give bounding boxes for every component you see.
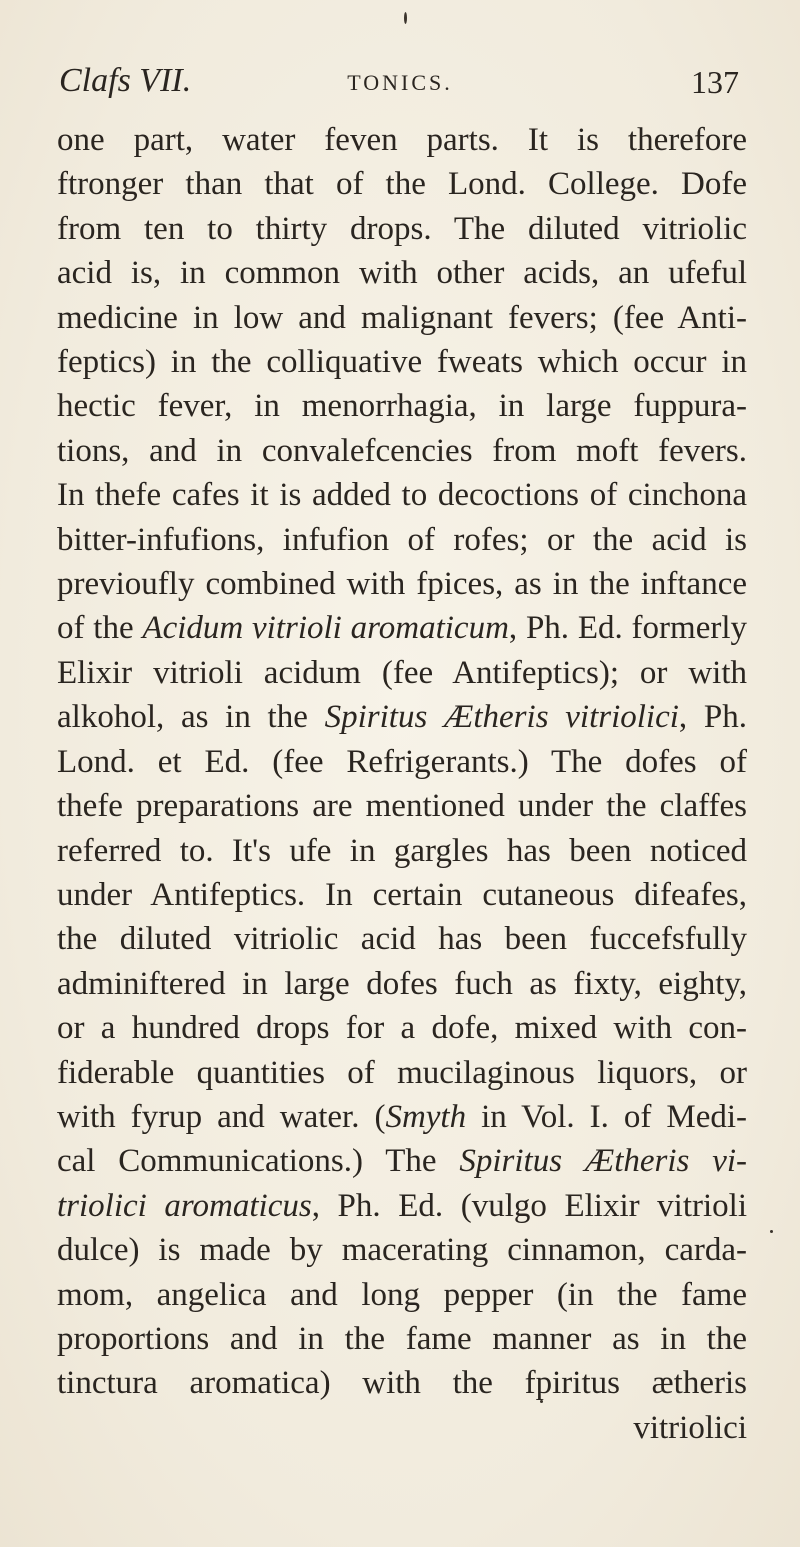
text-run: one part, water feven parts. It is therefore: [57, 122, 747, 158]
text-line: [57, 162, 747, 206]
text-run: thefe preparations are mentioned under the claffes: [57, 788, 747, 825]
text-line: [57, 1228, 747, 1272]
class-heading: Clafs VII.: [59, 62, 192, 99]
text-run: dulce) is made by macerating cinnamon, carda-: [57, 1232, 747, 1269]
ink-speck: [404, 12, 407, 24]
text-line: [57, 1184, 747, 1228]
text-run: , Ph. Ed. (vulgo Elixir vitrioli: [311, 1187, 748, 1224]
text-run: alkohol, as in the: [57, 699, 325, 736]
text-run: from ten to thirty drops. The diluted vitriolic: [57, 210, 747, 247]
text-line: [57, 384, 747, 428]
italic-text: Smyth: [385, 1098, 467, 1135]
text-line: [57, 562, 747, 606]
text-line: [57, 251, 747, 295]
text-run: In thefe cafes it is added to decoctions of cinchona: [57, 477, 747, 514]
text-line: [57, 118, 747, 162]
text-run: or a hundred drops for a dofe, mixed with con-: [57, 1010, 747, 1047]
text-line: [57, 962, 747, 1006]
text-run: , Ph.: [678, 699, 747, 736]
italic-text: triolici aromaticus: [57, 1187, 312, 1224]
ink-speck: [770, 1230, 773, 1233]
text-run: with fyrup and water. (: [57, 1098, 386, 1135]
text-run: under Antifeptics. In certain cutaneous difeafes,: [57, 876, 747, 913]
text-line: [57, 695, 747, 739]
text-line: [57, 606, 747, 650]
text-run: hectic fever, in menorrhagia, in large fuppura-: [57, 388, 747, 425]
italic-text: Spiritus Ætheris vitriolici: [324, 699, 679, 736]
text-line: [57, 1406, 747, 1450]
text-line: [57, 917, 747, 961]
text-run: adminiftered in large dofes fuch as fixty, eighty,: [57, 965, 747, 1002]
text-run: bitter-infufions, infufion of rofes; or the acid is: [57, 521, 747, 558]
text-line: [57, 207, 747, 251]
text-line: [57, 829, 747, 873]
body-text: [57, 118, 747, 1450]
text-run: vitriolici: [633, 1409, 747, 1446]
text-line: [57, 473, 747, 517]
text-line: [57, 1139, 747, 1183]
text-run: of the: [57, 610, 143, 647]
text-line: [57, 1006, 747, 1050]
text-run: in Vol. I. of Medi-: [466, 1098, 747, 1135]
text-run: tions, and in convalefcencies from moft fevers.: [57, 432, 747, 469]
text-run: the diluted vitriolic acid has been fuccefsfully: [57, 921, 747, 958]
text-run: ftronger than that of the Lond. College. Dofe: [57, 166, 747, 203]
text-run: fiderable quantities of mucilaginous liquors, or: [57, 1054, 747, 1091]
italic-text: Spiritus Ætheris vi-: [459, 1143, 747, 1180]
text-run: feptics) in the colliquative fweats which occur in: [57, 344, 747, 381]
text-run: medicine in low and malignant fevers; (fee Anti-: [57, 299, 747, 336]
text-line: [57, 873, 747, 917]
text-line: [57, 784, 747, 828]
text-line: [57, 1361, 747, 1405]
text-run: proportions and in the fame manner as in the: [57, 1320, 747, 1357]
text-run: referred to. It's ufe in gargles has been noticed: [57, 832, 747, 869]
text-line: [57, 1273, 747, 1317]
text-line: [57, 1095, 747, 1139]
text-run: tinctura aromatica) with the fpiritus ætheris: [57, 1365, 747, 1402]
running-head: [55, 62, 745, 106]
text-line: [57, 340, 747, 384]
italic-text: Acidum vitrioli aromaticum: [142, 610, 509, 647]
text-line: [57, 296, 747, 340]
text-line: [57, 1317, 747, 1361]
text-run: acid is, in common with other acids, an ufeful: [57, 255, 747, 292]
text-line: [57, 740, 747, 784]
text-run: Lond. et Ed. (fee Refrigerants.) The dofes of: [57, 743, 747, 780]
page-number: 137: [691, 64, 739, 100]
text-run: previoufly combined with fpices, as in the inftance: [57, 566, 747, 603]
text-run: , Ph. Ed. formerly: [508, 610, 748, 647]
text-run: Elixir vitrioli acidum (fee Antifeptics); or with: [57, 654, 747, 691]
text-line: [57, 651, 747, 695]
text-line: [57, 1051, 747, 1095]
text-run: mom, angelica and long pepper (in the fame: [57, 1276, 747, 1313]
section-title: TONICS.: [347, 70, 453, 95]
text-run: cal Communications.) The: [57, 1143, 460, 1180]
text-line: [57, 518, 747, 562]
text-line: [57, 429, 747, 473]
